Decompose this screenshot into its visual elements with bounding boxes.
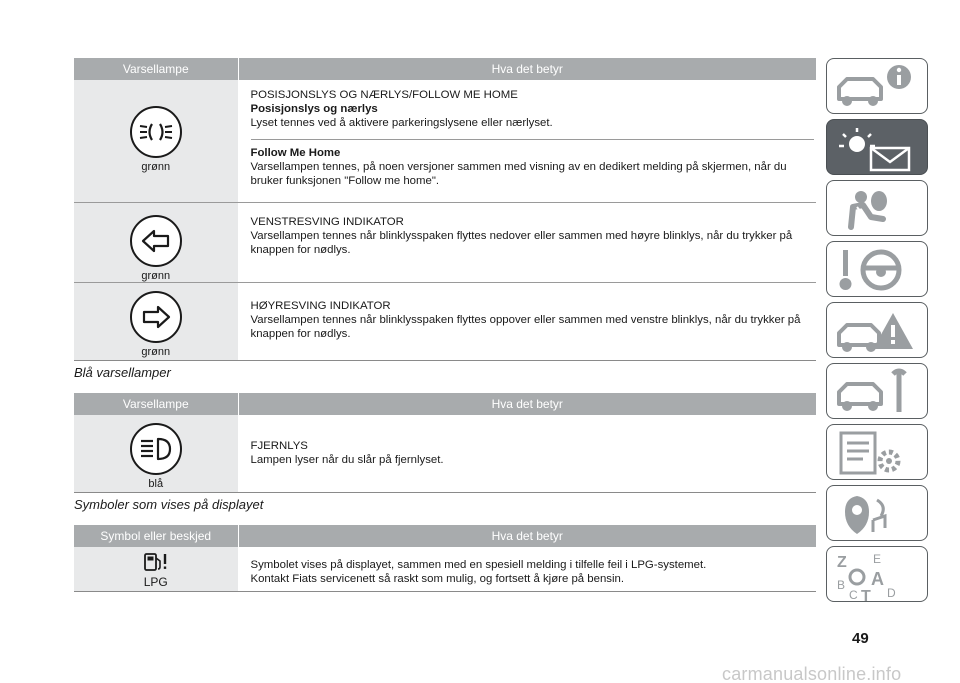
left-arrow-icon (130, 215, 182, 267)
divider (251, 139, 815, 146)
lpg-label: LPG (143, 575, 168, 589)
side-lights-icon (130, 106, 182, 158)
icon-cell (74, 415, 238, 493)
section-title-blue-lamps: Blå varsellamper (74, 364, 171, 380)
color-label: grønn (141, 161, 171, 173)
icon-cell (74, 80, 238, 202)
tab-seat-airbag[interactable] (826, 180, 928, 236)
watermark: carmanualsonline.info (722, 664, 902, 683)
icon-cell (74, 282, 238, 360)
item-title: FJERNLYS (250, 439, 308, 452)
svg-text:B: B (837, 578, 846, 592)
description-cell (238, 80, 816, 202)
car-info-icon (827, 59, 928, 114)
index-letters-icon (827, 547, 928, 602)
key-steering-wheel-icon (827, 242, 928, 297)
subsection-text: Lyset tennes ved å aktivere parkeringslysene eller nærlyset. (250, 117, 553, 130)
chapter-tab-sidebar (826, 58, 928, 607)
section-title-display-symbols: Symboler som vises på displayet (74, 497, 264, 512)
tab-index[interactable] (826, 546, 928, 602)
subsection-title: Posisjonslys og nærlys (250, 103, 378, 116)
svg-text:E: E (873, 552, 882, 566)
warning-lights-message-icon (827, 120, 928, 175)
header-hva-det-betyr: Hva det betyr (238, 525, 816, 547)
warning-lights-table-blue (74, 393, 816, 494)
fuel-pump-icon (141, 552, 171, 572)
page-number: 49 (852, 630, 869, 647)
tab-car-info[interactable] (826, 58, 928, 114)
high-beam-icon (130, 423, 182, 475)
color-label: grønn (141, 345, 171, 358)
right-arrow-icon (130, 291, 182, 343)
description-cell (238, 415, 816, 493)
description-cell (238, 547, 816, 591)
svg-text:A: A (871, 569, 884, 589)
table-row (74, 282, 816, 360)
icon-cell (74, 547, 238, 591)
item-title: VENSTRESVING INDIKATOR (250, 215, 404, 228)
svg-text:T: T (861, 588, 871, 603)
item-title: HØYRESVING INDIKATOR (250, 299, 391, 312)
car-maintenance-icon (827, 364, 928, 419)
header-varsellampe: Varsellampe (74, 393, 238, 415)
description-cell (238, 202, 816, 282)
table-row (74, 202, 816, 282)
item-title: POSISJONSLYS OG NÆRLYS/FOLLOW ME HOME (250, 89, 518, 101)
item-text: Kontakt Fiats servicenett så raskt som mulig, og fortsett å kjøre på bensin. (250, 573, 625, 586)
header-hva-det-betyr: Hva det betyr (238, 393, 816, 415)
car-emergency-icon (827, 303, 928, 358)
item-text: Lampen lyser når du slår på fjernlyset. (250, 453, 444, 466)
table-row (74, 547, 816, 591)
table-header-row (74, 393, 816, 415)
subsection-text: Varsellampen tennes, på noen versjoner sammen med visning av en dedikert melding på skjermen, når du bruker funksjonen "Follow me home". (250, 160, 787, 188)
main-content (74, 58, 816, 592)
tab-emergency[interactable] (826, 302, 928, 358)
warning-lights-table-green (74, 58, 816, 361)
table-header-row (74, 58, 816, 80)
tab-key-steering[interactable] (826, 241, 928, 297)
specifications-gear-icon (827, 425, 928, 480)
table-row (74, 415, 816, 493)
item-text: Varsellampen tennes når blinklysspaken flyttes nedover eller sammen med høyre blinklys, når du trykker på knappen for nødlys. (250, 229, 793, 256)
subsection-title: Follow Me Home (250, 146, 341, 159)
item-text: Varsellampen tennes når blinklysspaken flyttes oppover eller sammen med venstre blinklys, når du trykker på knappen for nødlys. (250, 313, 801, 340)
tab-multimedia[interactable] (826, 485, 928, 541)
svg-text:C: C (849, 588, 858, 602)
svg-text:D: D (887, 586, 896, 600)
color-label: grønn (141, 269, 171, 282)
description-cell (238, 282, 816, 360)
tab-warning-lights[interactable] (826, 119, 928, 175)
tab-specifications[interactable] (826, 424, 928, 480)
header-varsellampe: Varsellampe (74, 58, 238, 80)
tab-maintenance[interactable] (826, 363, 928, 419)
table-header-row (74, 525, 816, 547)
multimedia-icon (827, 486, 928, 541)
display-symbols-table (74, 525, 816, 592)
color-label: blå (148, 477, 164, 490)
lpg-warning-icon (141, 552, 171, 588)
table-row (74, 80, 816, 202)
header-hva-det-betyr: Hva det betyr (238, 58, 816, 80)
item-text: Symbolet vises på displayet, sammen med en spesiell melding i tilfelle feil i LPG-systemet. (250, 559, 707, 571)
seat-airbag-icon (827, 181, 928, 236)
header-symbol-eller-beskjed: Symbol eller beskjed (74, 525, 238, 547)
svg-text:Z: Z (837, 554, 847, 571)
icon-cell (74, 202, 238, 282)
